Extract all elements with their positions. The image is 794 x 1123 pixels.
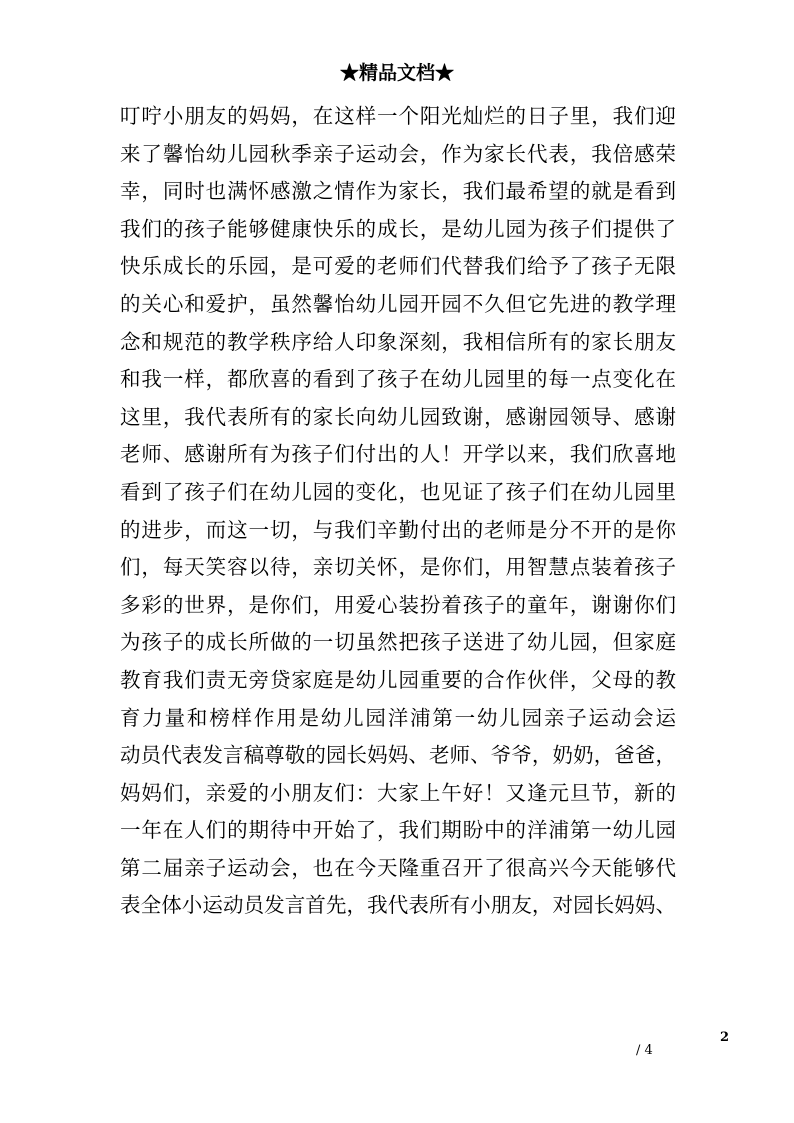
- body-line: 老师、感谢所有为孩子们付出的人！开学以来，我们欣喜地: [120, 442, 676, 467]
- page-total: / 4: [636, 1043, 653, 1058]
- body-line: 妈妈们，亲爱的小朋友们：大家上午好！又逢元旦节，新的: [120, 780, 676, 805]
- body-line: 为孩子的成长所做的一切虽然把孩子送进了幼儿园，但家庭: [120, 630, 676, 655]
- body-line: 们，每天笑容以待，亲切关怀，是你们，用智慧点装着孩子: [120, 555, 676, 580]
- body-line: 教育我们责无旁贷家庭是幼儿园重要的合作伙伴，父母的教: [120, 667, 676, 692]
- body-line: 第二届亲子运动会，也在今天隆重召开了很高兴今天能够代: [120, 855, 676, 880]
- body-line: 幸，同时也满怀感激之情作为家长，我们最希望的就是看到: [120, 179, 676, 204]
- body-line: 的关心和爱护，虽然馨怡幼儿园开园不久但它先进的教学理: [120, 291, 676, 316]
- body-line: 的进步，而这一切，与我们辛勤付出的老师是分不开的是你: [120, 517, 676, 542]
- body-line: 育力量和榜样作用是幼儿园洋浦第一幼儿园亲子运动会运: [120, 705, 676, 730]
- body-line: 和我一样，都欣喜的看到了孩子在幼儿园里的每一点变化在: [120, 367, 676, 392]
- body-line: 动员代表发言稿尊敬的园长妈妈、老师、爷爷，奶奶，爸爸，: [120, 743, 676, 768]
- page-number: 2: [720, 1030, 730, 1045]
- body-line: 念和规范的教学秩序给人印象深刻，我相信所有的家长朋友: [120, 329, 676, 354]
- document-header-title: ★精品文档★: [339, 62, 454, 84]
- body-line: 看到了孩子们在幼儿园的变化，也见证了孩子们在幼儿园里: [120, 479, 676, 504]
- document-body: [120, 98, 676, 925]
- body-line: 快乐成长的乐园，是可爱的老师们代替我们给予了孩子无限: [120, 254, 676, 279]
- body-line: 我们的孩子能够健康快乐的成长，是幼儿园为孩子们提供了: [120, 216, 676, 241]
- body-line: 多彩的世界，是你们，用爱心装扮着孩子的童年，谢谢你们: [120, 592, 676, 617]
- body-line: 表全体小运动员发言首先，我代表所有小朋友，对园长妈妈、: [120, 893, 676, 918]
- body-line: 叮咛小朋友的妈妈，在这样一个阳光灿烂的日子里，我们迎: [120, 104, 676, 128]
- body-line: 这里，我代表所有的家长向幼儿园致谢，感谢园领导、感谢: [120, 404, 676, 429]
- body-line: 一年在人们的期待中开始了，我们期盼中的洋浦第一幼儿园: [120, 818, 676, 843]
- body-line: 来了馨怡幼儿园秋季亲子运动会，作为家长代表，我倍感荣: [120, 141, 676, 166]
